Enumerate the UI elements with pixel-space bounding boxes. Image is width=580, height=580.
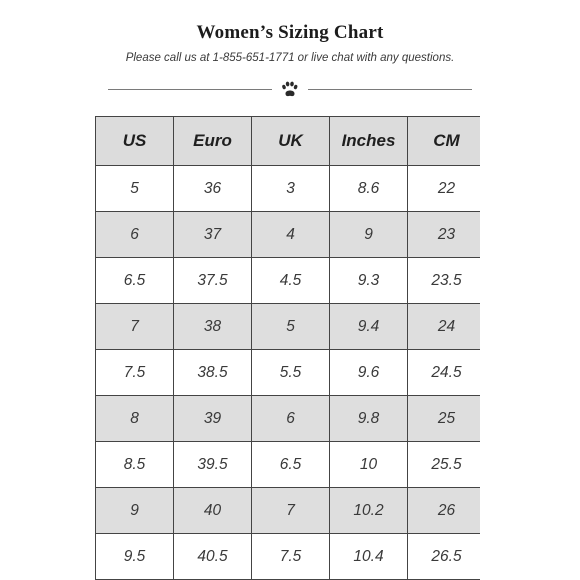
table-cell-uk: 4.5: [252, 258, 330, 304]
sizing-table: [95, 116, 480, 580]
table-cell-uk: 3: [252, 166, 330, 212]
table-cell-euro: 38.5: [174, 350, 252, 396]
table-cell-uk: 5.5: [252, 350, 330, 396]
table-cell-cm: 23: [408, 212, 481, 258]
table-cell-us: 9: [96, 488, 174, 534]
column-header-cm: CM: [408, 117, 481, 166]
contact-subtitle: Please call us at 1-855-651-1771 or live chat with any questions.: [125, 52, 455, 64]
table-cell-us: 7: [96, 304, 174, 350]
table-cell-uk: 6.5: [252, 442, 330, 488]
table-cell-us: 5: [96, 166, 174, 212]
table-row: [96, 304, 481, 350]
table-cell-euro: 40: [174, 488, 252, 534]
table-cell-euro: 37.5: [174, 258, 252, 304]
table-cell-euro: 37: [174, 212, 252, 258]
table-cell-us: 6: [96, 212, 174, 258]
column-header-euro: Euro: [174, 117, 252, 166]
table-cell-cm: 22: [408, 166, 481, 212]
table-row: [96, 534, 481, 580]
table-cell-cm: 23.5: [408, 258, 481, 304]
table-cell-us: 7.5: [96, 350, 174, 396]
table-header-row: [96, 117, 481, 166]
table-cell-cm: 26: [408, 488, 481, 534]
table-cell-uk: 7.5: [252, 534, 330, 580]
table-row: [96, 488, 481, 534]
table-cell-euro: 39: [174, 396, 252, 442]
column-header-inches: Inches: [330, 117, 408, 166]
table-row: [96, 212, 481, 258]
table-cell-uk: 5: [252, 304, 330, 350]
divider-line-right: [308, 89, 472, 90]
bear-paw-icon: [279, 78, 301, 100]
table-cell-inches: 9.3: [330, 258, 408, 304]
table-cell-inches: 9.8: [330, 396, 408, 442]
column-header-uk: UK: [252, 117, 330, 166]
page-title: Women’s Sizing Chart: [196, 22, 384, 43]
table-cell-us: 6.5: [96, 258, 174, 304]
table-cell-us: 8.5: [96, 442, 174, 488]
table-cell-uk: 7: [252, 488, 330, 534]
table-cell-euro: 39.5: [174, 442, 252, 488]
table-row: [96, 442, 481, 488]
table-cell-inches: 10.4: [330, 534, 408, 580]
table-cell-inches: 10: [330, 442, 408, 488]
table-cell-euro: 36: [174, 166, 252, 212]
table-cell-cm: 25.5: [408, 442, 481, 488]
table-cell-inches: 10.2: [330, 488, 408, 534]
table-cell-inches: 9.6: [330, 350, 408, 396]
divider-line-left: [108, 89, 272, 90]
table-row: [96, 166, 481, 212]
table-row: [96, 258, 481, 304]
table-row: [96, 350, 481, 396]
table-cell-inches: 9.4: [330, 304, 408, 350]
table-cell-uk: 4: [252, 212, 330, 258]
table-cell-euro: 38: [174, 304, 252, 350]
table-cell-us: 8: [96, 396, 174, 442]
table-cell-euro: 40.5: [174, 534, 252, 580]
table-body: [96, 166, 481, 580]
table-cell-inches: 8.6: [330, 166, 408, 212]
table-cell-cm: 24.5: [408, 350, 481, 396]
sizing-table-container: [95, 116, 480, 580]
divider: [108, 78, 472, 98]
table-row: [96, 396, 481, 442]
table-cell-cm: 26.5: [408, 534, 481, 580]
table-cell-us: 9.5: [96, 534, 174, 580]
table-cell-cm: 25: [408, 396, 481, 442]
table-cell-inches: 9: [330, 212, 408, 258]
table-cell-cm: 24: [408, 304, 481, 350]
column-header-us: US: [96, 117, 174, 166]
table-cell-uk: 6: [252, 396, 330, 442]
